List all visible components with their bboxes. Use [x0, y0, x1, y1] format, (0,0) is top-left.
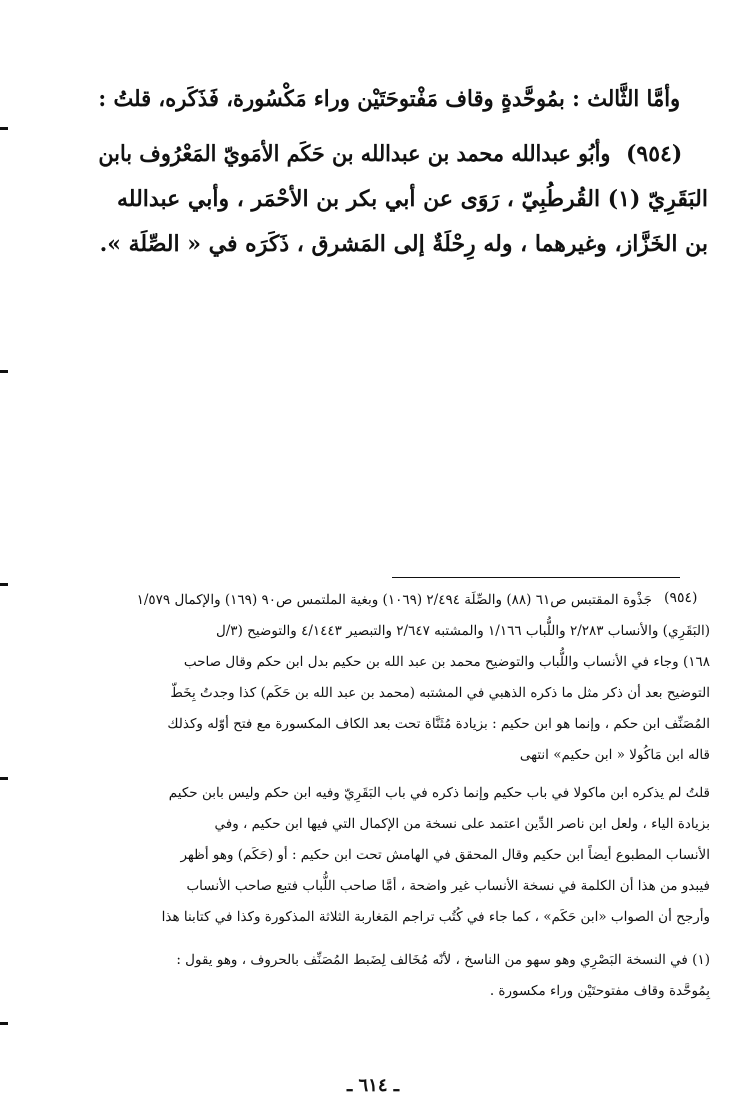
footnote-line: بِمُوحَّدة وقاف مفتوحتَيْن وراء مكسورة . — [489, 983, 710, 999]
margin-mark — [0, 583, 8, 586]
page-number: ـ ٦١٤ ـ — [346, 1075, 400, 1096]
section-heading: وأمَّا الثَّالث : بمُوحَّدةٍ وقاف مَفْتوحَتَيْن وراء مَكْسُورة، فَذَكَره، قلتُ : — [98, 86, 680, 112]
footnotes — [20, 592, 710, 1022]
footnote-number: (٩٥٤) — [664, 590, 698, 606]
margin-mark — [0, 1022, 8, 1025]
footnote-line: قاله ابن مَاكُولا « ابن حكيم» انتهى — [519, 747, 710, 763]
margin-mark — [0, 127, 8, 130]
footnote-line: بزيادة الياء ، ولعل ابن ناصر الدِّين اعتمد على نسخة من الإكمال التي فيها ابن حكيم ، وفي — [214, 816, 710, 832]
entry-line-1: وأبُو عبدالله محمد بن عبدالله بن حَكَم الأمَويّ المَعْرُوف بابن — [97, 141, 610, 167]
footnote-rule — [392, 577, 680, 578]
main-text — [98, 86, 708, 266]
margin-mark — [0, 370, 8, 373]
margin-mark — [0, 777, 8, 780]
footnote-line: المُصَنِّف ابن حكم ، وإنما هو ابن حكيم : بزيادة مُثَنَّاة تحت بعد الكاف المكسورة مع فتح أوّله وكذلك — [167, 716, 710, 732]
footnote-line: (١) في النسخة البَصْرِي وهو سهو من الناسخ ، لأنّه مُخَالف لِضَبط المُصَنِّف بالحروف ، وهو يقول : — [176, 952, 710, 968]
entry-line-3: بن الخَزَّاز، وغيرهما ، وله رِحْلَةٌ إلى المَشرق ، ذَكَرَه في « الصِّلَة ». — [99, 231, 708, 257]
footnote-line: التوضيح بعد أن ذكر مثل ما ذكره الذهبي في المشتبه (محمد بن عبد الله بن حَكَم) كذا وجدتُ بِخَطّ — [170, 685, 710, 701]
footnote-line: الأنساب المطبوع أيضاً ابن حكيم وقال المحقق في الهامش تحت ابن حكيم : أو (حَكَم) وهو أظهر — [180, 847, 710, 863]
footnote-line: وأرجح أن الصواب «ابن حَكَم» ، كما جاء في كُتُب تراجم المَغاربة الثلاثة المذكورة وكذا في كتابنا هذا — [161, 909, 710, 925]
footnote-line: ١٦٨) وجاء في الأنساب واللُّباب والتوضيح محمد بن عبد الله بن حكيم بدل ابن حكم وقال صاحب — [183, 654, 710, 670]
entry-number: (٩٥٤) — [626, 141, 683, 167]
footnote-line: (البَقَرِي) والأنساب ٢/٢٨٣ واللُّباب ١/١٦٦ والمشتبه ٢/٦٤٧ والتبصير ٤/١٤٤٣ والتوضيح (٣/ل — [215, 623, 710, 639]
footnote-line: جَذْوة المقتبس ص٦١ (٨٨) والصِّلَة ٢/٤٩٤ (١٠٦٩) وبغية الملتمس ص٩٠ (١٦٩) والإكمال ١/٥٧٩ — [136, 592, 652, 608]
footnote-line: قلتُ لم يذكره ابن ماكولا في باب حكيم وإنما ذكره في باب البَقَرِيّ وفيه ابن حكم وليس بابن حكيم — [168, 785, 710, 801]
entry-line-2: البَقَرِيّ (١) القُرطُبِيّ ، رَوَى عن أبي بكر بن الأحْمَر ، وأبي عبدالله — [117, 186, 708, 212]
footnote-line: فيبدو من هذا أن الكلمة في نسخة الأنساب غير واضحة ، أمَّا صاحب اللُّباب فتبع صاحب الأنساب — [186, 878, 710, 894]
